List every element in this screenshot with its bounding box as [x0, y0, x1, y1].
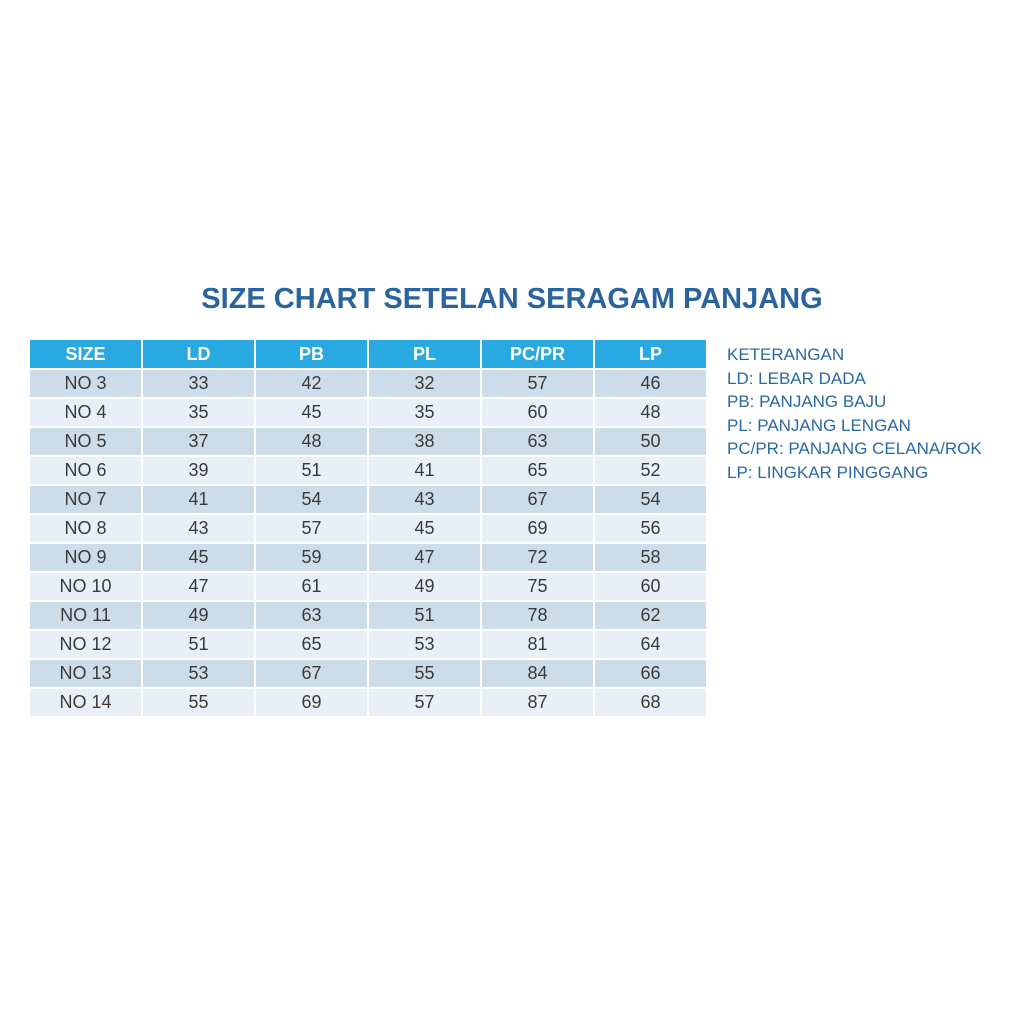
table-cell: 62 [594, 601, 707, 630]
table-cell: 55 [142, 688, 255, 717]
table-row [29, 398, 707, 427]
table-cell: 60 [481, 398, 594, 427]
table-cell: 50 [594, 427, 707, 456]
table-cell: NO 13 [29, 659, 142, 688]
table-cell: 41 [368, 456, 481, 485]
table-cell: 87 [481, 688, 594, 717]
page-title: SIZE CHART SETELAN SERAGAM PANJANG [201, 283, 823, 315]
table-cell: 37 [142, 427, 255, 456]
table-cell: NO 6 [29, 456, 142, 485]
table-cell: 45 [142, 543, 255, 572]
legend-item: PC/PR: PANJANG CELANA/ROK [727, 439, 982, 458]
table-header-row [29, 339, 707, 369]
table-cell: 61 [255, 572, 368, 601]
table-row [29, 688, 707, 717]
table-cell: 45 [368, 514, 481, 543]
table-cell: NO 11 [29, 601, 142, 630]
table-cell: 72 [481, 543, 594, 572]
legend-heading: KETERANGAN [727, 345, 845, 364]
size-chart-table [28, 338, 708, 718]
table-row [29, 601, 707, 630]
table-cell: NO 7 [29, 485, 142, 514]
column-header: PC/PR [481, 339, 594, 369]
table-row [29, 514, 707, 543]
table-cell: 78 [481, 601, 594, 630]
column-header: LD [142, 339, 255, 369]
table-cell: 63 [481, 427, 594, 456]
table-cell: 49 [142, 601, 255, 630]
table-cell: 45 [255, 398, 368, 427]
legend-item: PB: PANJANG BAJU [727, 392, 887, 411]
table-cell: 39 [142, 456, 255, 485]
table-cell: NO 4 [29, 398, 142, 427]
table-cell: 46 [594, 369, 707, 398]
table-row [29, 456, 707, 485]
table-cell: 60 [594, 572, 707, 601]
table-cell: 64 [594, 630, 707, 659]
table-cell: NO 5 [29, 427, 142, 456]
table-cell: 75 [481, 572, 594, 601]
table-cell: 68 [594, 688, 707, 717]
table-body [29, 369, 707, 717]
table-cell: 56 [594, 514, 707, 543]
table-cell: 65 [481, 456, 594, 485]
table-cell: 48 [255, 427, 368, 456]
table-row [29, 427, 707, 456]
legend-item: LD: LEBAR DADA [727, 368, 866, 388]
legend [727, 343, 982, 484]
legend-item: PL: PANJANG LENGAN [727, 415, 911, 435]
table-cell: NO 10 [29, 572, 142, 601]
table-cell: 51 [142, 630, 255, 659]
table-cell: 69 [481, 514, 594, 543]
table-cell: 81 [481, 630, 594, 659]
table-cell: 48 [594, 398, 707, 427]
table-cell: 65 [255, 630, 368, 659]
table-cell: NO 12 [29, 630, 142, 659]
table-cell: 52 [594, 456, 707, 485]
table-cell: 43 [368, 485, 481, 514]
table-cell: 53 [368, 630, 481, 659]
table-cell: 55 [368, 659, 481, 688]
table-cell: NO 9 [29, 543, 142, 572]
table-cell: 41 [142, 485, 255, 514]
table-cell: 33 [142, 369, 255, 398]
table-cell: 67 [481, 485, 594, 514]
table-cell: 57 [255, 514, 368, 543]
table-cell: 47 [368, 543, 481, 572]
table-row [29, 485, 707, 514]
legend-items [727, 367, 982, 485]
table-row [29, 630, 707, 659]
column-header: PL [368, 339, 481, 369]
table-cell: 66 [594, 659, 707, 688]
table-header [29, 339, 707, 369]
table-cell: 53 [142, 659, 255, 688]
table-cell: 57 [368, 688, 481, 717]
table-row [29, 369, 707, 398]
table-cell: 51 [255, 456, 368, 485]
column-header: SIZE [29, 339, 142, 369]
table-row [29, 543, 707, 572]
legend-item: LP: LINGKAR PINGGANG [727, 462, 929, 482]
table-cell: 67 [255, 659, 368, 688]
table-cell: 54 [594, 485, 707, 514]
table-cell: 43 [142, 514, 255, 543]
table-cell: 35 [142, 398, 255, 427]
table-cell: 42 [255, 369, 368, 398]
table-cell: 57 [481, 369, 594, 398]
table-cell: NO 14 [29, 688, 142, 717]
table-cell: 49 [368, 572, 481, 601]
table-cell: 38 [368, 427, 481, 456]
table-cell: NO 3 [29, 369, 142, 398]
table-row [29, 659, 707, 688]
column-header: PB [255, 339, 368, 369]
table-cell: 32 [368, 369, 481, 398]
table-cell: 63 [255, 601, 368, 630]
table-cell: 51 [368, 601, 481, 630]
table-cell: 47 [142, 572, 255, 601]
table-cell: 69 [255, 688, 368, 717]
table-cell: 54 [255, 485, 368, 514]
column-header: LP [594, 339, 707, 369]
table-cell: 58 [594, 543, 707, 572]
table-cell: 35 [368, 398, 481, 427]
table-cell: NO 8 [29, 514, 142, 543]
table-row [29, 572, 707, 601]
table-cell: 84 [481, 659, 594, 688]
table-cell: 59 [255, 543, 368, 572]
